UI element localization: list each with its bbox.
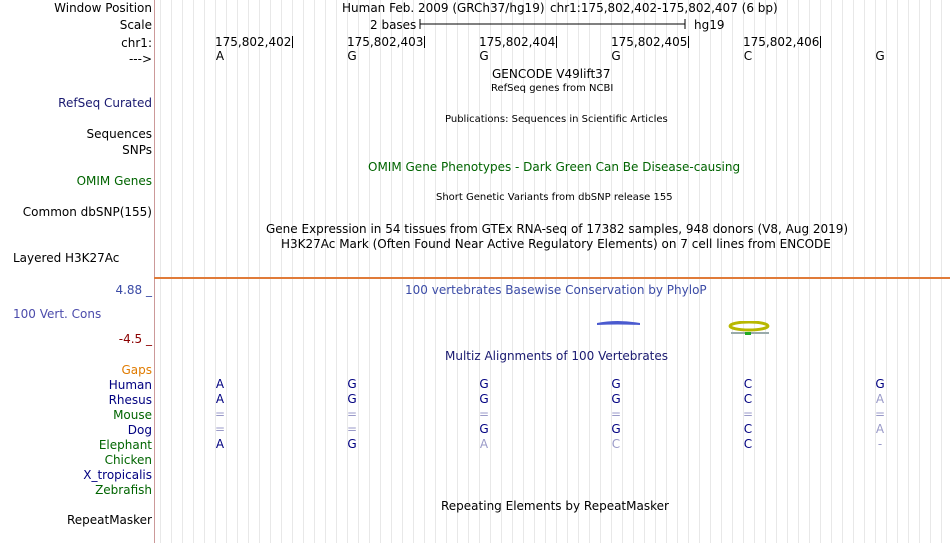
aligned-base: = — [611, 407, 622, 421]
aligned-base: A — [215, 377, 225, 391]
species-label[interactable]: X_tropicalis — [83, 468, 152, 482]
gridline — [248, 0, 249, 543]
gridline — [413, 0, 414, 543]
species-label[interactable]: Human — [108, 378, 152, 392]
aligned-base: G — [479, 392, 489, 406]
species-label[interactable]: Rhesus — [108, 393, 152, 407]
label-column-divider — [154, 0, 155, 543]
omim-genes-label[interactable]: OMIM Genes — [76, 174, 152, 188]
gridline — [754, 0, 755, 543]
reference-base: G — [479, 49, 489, 63]
gridline — [369, 0, 370, 543]
gridline — [281, 0, 282, 543]
aligned-base: = — [215, 407, 226, 421]
aligned-base: C — [743, 392, 753, 406]
coordinate-text: 175,802,402 — [215, 35, 292, 49]
coordinate-tick — [688, 36, 689, 48]
gaps-label[interactable]: Gaps — [121, 363, 152, 377]
aligned-base: G — [875, 377, 885, 391]
aligned-base: C — [743, 437, 753, 451]
aligned-base: = — [215, 422, 226, 436]
gridline — [776, 0, 777, 543]
aligned-base: G — [347, 437, 357, 451]
coordinate-tick — [820, 36, 821, 48]
coordinate-text: 175,802,403 — [347, 35, 424, 49]
gridline — [457, 0, 458, 543]
gridline — [182, 0, 183, 543]
refseq-track-title[interactable]: RefSeq genes from NCBI — [491, 83, 614, 94]
gridline — [622, 0, 623, 543]
species-label[interactable]: Zebrafish — [95, 483, 152, 497]
coordinate-text: 175,802,406 — [743, 35, 820, 49]
phylop-wiggle-2 — [727, 321, 775, 339]
scale-text: 2 bases — [370, 18, 417, 32]
multiz-track-title[interactable]: Multiz Alignments of 100 Vertebrates — [445, 349, 669, 363]
gridline — [798, 0, 799, 543]
window-position-label: Window Position — [54, 1, 152, 15]
reference-base: C — [743, 49, 753, 63]
pubs-track-title[interactable]: Publications: Sequences in Scientific Articles — [445, 114, 668, 125]
sequences-label[interactable]: Sequences — [86, 127, 152, 141]
cons-label[interactable]: 100 Vert. Cons — [13, 307, 102, 321]
gridline — [644, 0, 645, 543]
snps-label[interactable]: SNPs — [122, 143, 152, 157]
assembly-title: Human Feb. 2009 (GRCh37/hg19) — [342, 1, 545, 15]
h3k27-label[interactable]: Layered H3K27Ac — [13, 251, 120, 265]
aligned-base: G — [347, 392, 357, 406]
gridline — [853, 0, 854, 543]
aligned-base: A — [479, 437, 489, 451]
scale-bar — [419, 17, 687, 31]
gridline — [743, 0, 744, 543]
gridline — [732, 0, 733, 543]
coordinate-tick-label — [215, 36, 293, 49]
aligned-base: G — [479, 422, 489, 436]
gridline — [809, 0, 810, 543]
omim-track-title[interactable]: OMIM Gene Phenotypes - Dark Green Can Be Disease-causing — [368, 160, 741, 174]
chrom-label: chr1: — [121, 36, 152, 50]
phylop-track-title[interactable]: 100 vertebrates Basewise Conservation by PhyloP — [405, 283, 707, 297]
gridline — [446, 0, 447, 543]
species-label[interactable]: Dog — [127, 423, 152, 437]
gridline — [721, 0, 722, 543]
repeatmasker-label[interactable]: RepeatMasker — [66, 513, 152, 527]
position-readout: chr1:175,802,402-175,802,407 (6 bp) — [550, 1, 778, 15]
gridline — [435, 0, 436, 543]
gridline — [930, 0, 931, 543]
gridline — [941, 0, 942, 543]
aligned-base: G — [611, 377, 621, 391]
scale-label: Scale — [119, 18, 152, 32]
gridline — [237, 0, 238, 543]
h3k27-track-title[interactable]: H3K27Ac Mark (Often Found Near Active Regulatory Elements) on 7 cell lines from ENCODE — [281, 237, 831, 251]
gridline — [677, 0, 678, 543]
gridline — [666, 0, 667, 543]
gridline — [908, 0, 909, 543]
aligned-base: = — [743, 407, 754, 421]
gridline — [688, 0, 689, 543]
gridline — [820, 0, 821, 543]
gridline — [215, 0, 216, 543]
coordinate-tick-label — [743, 36, 821, 49]
gridline — [765, 0, 766, 543]
coordinate-tick — [556, 36, 557, 48]
gridline — [193, 0, 194, 543]
aligned-base: A — [215, 392, 225, 406]
gridline — [897, 0, 898, 543]
gridline — [655, 0, 656, 543]
aligned-base: = — [479, 407, 490, 421]
gridline — [270, 0, 271, 543]
aligned-base: A — [875, 422, 885, 436]
gtex-track-title[interactable]: Gene Expression in 54 tissues from GTEx RNA-seq of 17382 samples, 948 donors (V8, Aug 2019) — [266, 222, 849, 236]
gridline — [204, 0, 205, 543]
aligned-base: G — [479, 377, 489, 391]
dbsnp-label[interactable]: Common dbSNP(155) — [22, 205, 152, 219]
phylop-wiggle — [595, 318, 645, 328]
gridline — [787, 0, 788, 543]
aligned-base: - — [877, 437, 883, 451]
aligned-base: = — [875, 407, 886, 421]
reference-base: G — [347, 49, 357, 63]
gridline — [633, 0, 634, 543]
gridline — [303, 0, 304, 543]
coordinate-text: 175,802,405 — [611, 35, 688, 49]
gridline — [314, 0, 315, 543]
gridline — [699, 0, 700, 543]
reference-base: G — [875, 49, 885, 63]
gridline — [358, 0, 359, 543]
gridline — [391, 0, 392, 543]
gridline — [336, 0, 337, 543]
gridline — [171, 0, 172, 543]
coordinate-tick-label — [479, 36, 557, 49]
aligned-base: A — [875, 392, 885, 406]
gridline — [160, 0, 161, 543]
phylop-max-label: 4.88 _ — [115, 283, 152, 297]
strand-label: ---> — [128, 52, 152, 66]
gridline — [402, 0, 403, 543]
coordinate-tick — [424, 36, 425, 48]
aligned-base: G — [611, 422, 621, 436]
coordinate-text: 175,802,404 — [479, 35, 556, 49]
aligned-base: C — [743, 422, 753, 436]
aligned-base: G — [347, 377, 357, 391]
gridline — [886, 0, 887, 543]
aligned-base: = — [347, 407, 358, 421]
gridline — [479, 0, 480, 543]
aligned-base: C — [743, 377, 753, 391]
gridline — [226, 0, 227, 543]
coordinate-tick-label — [347, 36, 425, 49]
gridline — [292, 0, 293, 543]
aligned-base: G — [611, 392, 621, 406]
gridline — [380, 0, 381, 543]
refseq-curated-label[interactable]: RefSeq Curated — [58, 96, 152, 110]
reference-base: G — [611, 49, 621, 63]
species-label[interactable]: Mouse — [113, 408, 152, 422]
repeatmasker-track-title[interactable]: Repeating Elements by RepeatMasker — [441, 499, 669, 513]
gridline — [842, 0, 843, 543]
phylop-min-label: -4.5 _ — [118, 332, 152, 346]
aligned-base: C — [611, 437, 621, 451]
coordinate-tick-label — [611, 36, 689, 49]
species-label[interactable]: Elephant — [98, 438, 152, 452]
gridline — [424, 0, 425, 543]
gridline — [325, 0, 326, 543]
gencode-track-title[interactable]: GENCODE V49lift37 — [492, 67, 611, 81]
reference-base: A — [215, 49, 225, 63]
gridline — [710, 0, 711, 543]
coordinate-tick — [292, 36, 293, 48]
gridline — [919, 0, 920, 543]
species-label[interactable]: Chicken — [104, 453, 152, 467]
gridline — [875, 0, 876, 543]
track-group-separator — [154, 277, 950, 279]
gridline — [347, 0, 348, 543]
gridline — [468, 0, 469, 543]
gridline — [864, 0, 865, 543]
aligned-base: A — [215, 437, 225, 451]
aligned-base: = — [347, 422, 358, 436]
gridline — [831, 0, 832, 543]
dbsnp-track-title[interactable]: Short Genetic Variants from dbSNP release 155 — [436, 192, 673, 203]
gridline — [259, 0, 260, 543]
scale-db: hg19 — [694, 18, 725, 32]
